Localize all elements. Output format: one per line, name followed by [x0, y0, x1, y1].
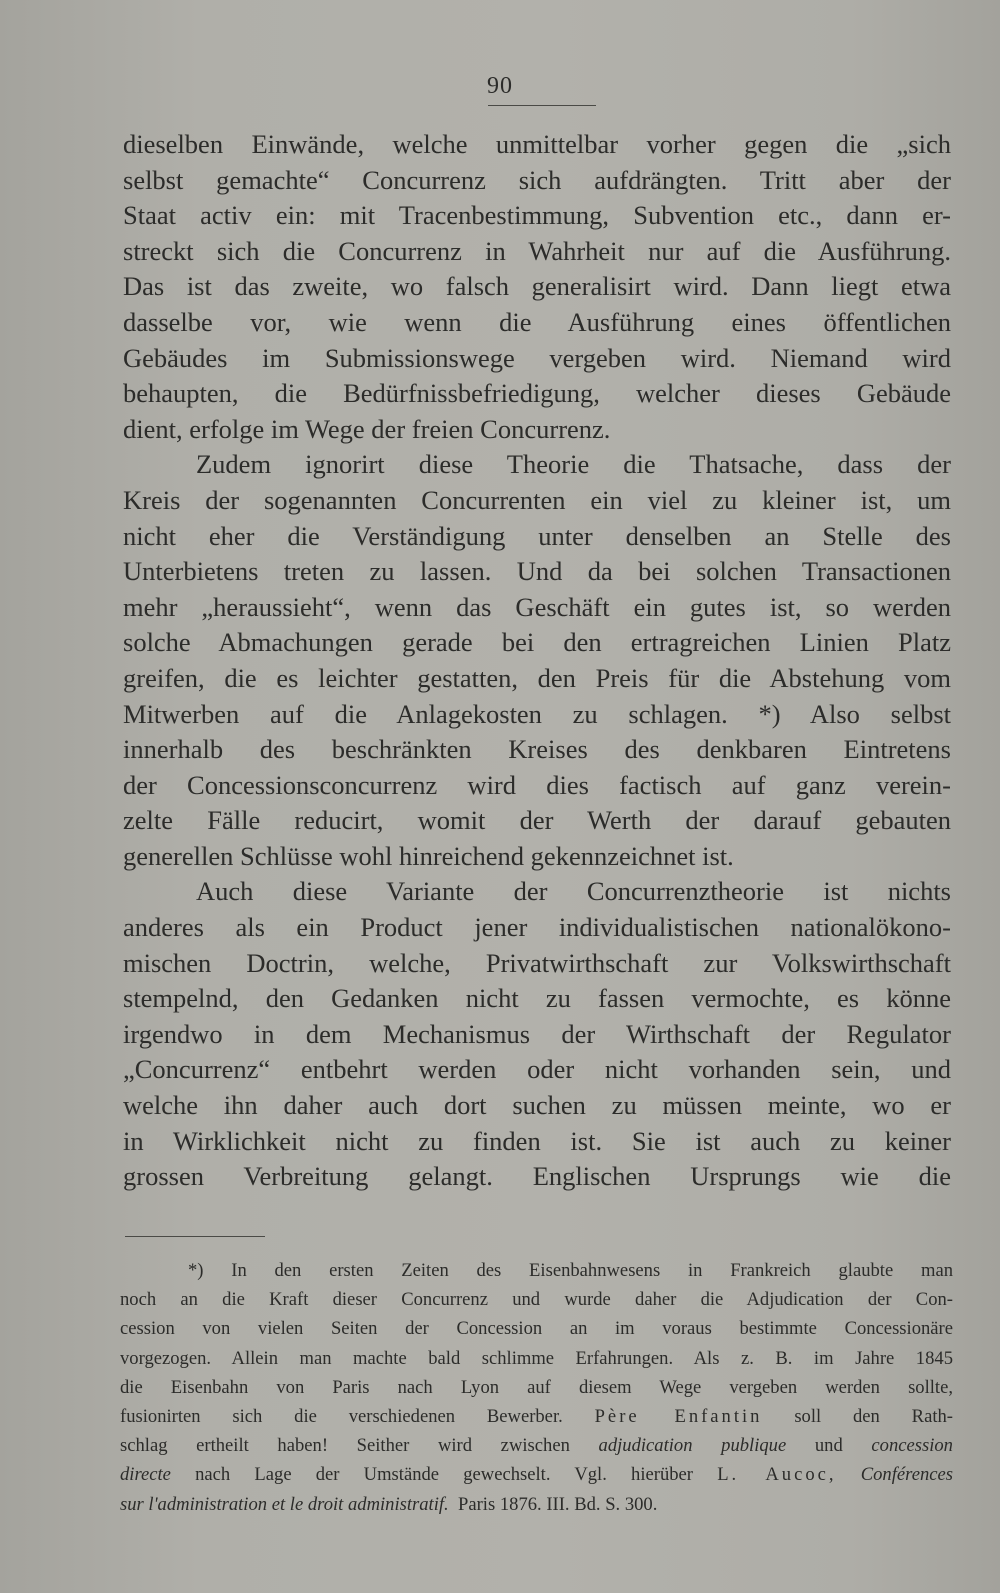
- footnote-text: schlag ertheilt haben! Seither wird zwischen: [120, 1435, 570, 1457]
- text-line: stempelnd, den Gedanken nicht zu fassen vermochte, es könne: [123, 983, 951, 1014]
- text-line: mischen Doctrin, welche, Privatwirthschaft zur Volkswirthschaft: [123, 947, 951, 978]
- footnote-line: cession von vielen Seiten der Concession an im voraus bestimmte Concessionäre: [120, 1318, 953, 1340]
- text-line: Unterbietens treten zu lassen. Und da bei solchen Transactionen: [123, 556, 951, 587]
- body-text: [123, 127, 951, 1195]
- text-line: streckt sich die Concurrenz in Wahrheit nur auf die Ausführung.: [123, 235, 951, 266]
- footnote-italic-title: sur l'administration et le droit administratif.: [120, 1493, 449, 1515]
- text-line: irgendwo in dem Mechanismus der Wirthschaft der Regulator: [123, 1018, 951, 1049]
- footnote-text: und: [814, 1435, 843, 1457]
- footnote-line: [120, 1460, 953, 1489]
- text-line: dasselbe vor, wie wenn die Ausführung eines öffentlichen: [123, 306, 951, 337]
- footnote-line: vorgezogen. Allein man machte bald schlimme Erfahrungen. Als z. B. im Jahre 1845: [120, 1347, 953, 1369]
- footnote-text: soll den Rath-: [794, 1406, 953, 1428]
- page-number: 90: [487, 73, 513, 99]
- footnote-rule: [125, 1236, 265, 1237]
- text-line: mehr „heraussieht“, wenn das Geschäft ein gutes ist, so werden: [123, 591, 951, 622]
- text-line: grossen Verbreitung gelangt. Englischen Ursprungs wie die: [123, 1161, 951, 1192]
- footnote-line: die Eisenbahn von Paris nach Lyon auf diesem Wege vergeben werden sollte,: [120, 1376, 953, 1398]
- text-line: nicht eher die Verständigung unter denselben an Stelle des: [123, 520, 951, 551]
- text-line: Kreis der sogenannten Concurrenten ein viel zu kleiner ist, um: [123, 484, 951, 515]
- footnote-text: nach Lage der Umstände gewechselt. Vgl. hierüber: [195, 1464, 694, 1486]
- text-line: Das ist das zweite, wo falsch generalisirt wird. Dann liegt etwa: [123, 271, 951, 302]
- text-line: behaupten, die Bedürfnissbefriedigung, welcher dieses Gebäude: [123, 378, 951, 409]
- text-line: dieselben Einwände, welche unmittelbar vorher gegen die „sich: [123, 129, 951, 159]
- text-line: Gebäudes im Submissionswege vergeben wird. Niemand wird: [123, 342, 951, 373]
- footnote-text: fusionirten sich die verschiedenen Bewerber.: [120, 1406, 563, 1428]
- footnote-italic-term: concession: [871, 1435, 953, 1457]
- footnote-citation: Paris 1876. III. Bd. S. 300.: [458, 1493, 658, 1515]
- text-line: solche Abmachungen gerade bei den ertragreichen Linien Platz: [123, 627, 951, 658]
- text-line: generellen Schlüsse wohl hinreichend gekennzeichnet ist.: [123, 840, 734, 871]
- text-line: selbst gemachte“ Concurrenz sich aufdrängten. Tritt aber der: [123, 164, 951, 195]
- text-line: dient, erfolge im Wege der freien Concurrenz.: [123, 413, 611, 444]
- text-line: greifen, die es leichter gestatten, den Preis für die Abstehung vom: [123, 662, 951, 693]
- text-line: welche ihn daher auch dort suchen zu müssen meinte, wo er: [123, 1090, 951, 1121]
- footnote-line: noch an die Kraft dieser Concurrenz und wurde daher die Adjudication der Con-: [120, 1289, 953, 1311]
- text-line: innerhalb des beschränkten Kreises des denkbaren Eintretens: [123, 734, 951, 765]
- paragraph-start-line: Auch diese Variante der Concurrenztheorie ist nichts: [196, 876, 951, 907]
- text-line: anderes als ein Product jener individualistischen nationalökono-: [123, 912, 951, 943]
- text-line: in Wirklichkeit nicht zu finden ist. Sie ist auch zu keiner: [123, 1125, 951, 1156]
- text-line: Mitwerben auf die Anlagekosten zu schlagen. *) Also selbst: [123, 698, 951, 729]
- footnote-person-name: Père Enfantin: [594, 1406, 763, 1428]
- paragraph-start-line: Zudem ignorirt diese Theorie die Thatsache, dass der: [196, 449, 951, 480]
- footnote-italic-term: directe: [120, 1464, 171, 1486]
- footnote-line: [120, 1431, 953, 1460]
- footnote-line: [120, 1490, 953, 1519]
- text-line: zelte Fälle reducirt, womit der Werth der darauf gebauten: [123, 805, 951, 836]
- page-number-rule: [488, 105, 596, 106]
- footnote-italic-term: adjudication publique: [598, 1435, 787, 1457]
- footnote: [120, 1256, 953, 1519]
- text-line: der Concessionsconcurrenz wird dies factisch auf ganz verein-: [123, 769, 951, 800]
- text-line: „Concurrenz“ entbehrt werden oder nicht vorhanden sein, und: [123, 1054, 951, 1085]
- text-line: Staat activ ein: mit Tracenbestimmung, Subvention etc., dann er-: [123, 200, 951, 231]
- footnote-line: [120, 1402, 953, 1431]
- footnote-italic-title: Conférences: [860, 1464, 953, 1486]
- footnote-line: *) In den ersten Zeiten des Eisenbahnwesens in Frankreich glaubte man: [188, 1260, 953, 1281]
- footnote-author-name: L. Aucoc,: [717, 1464, 837, 1486]
